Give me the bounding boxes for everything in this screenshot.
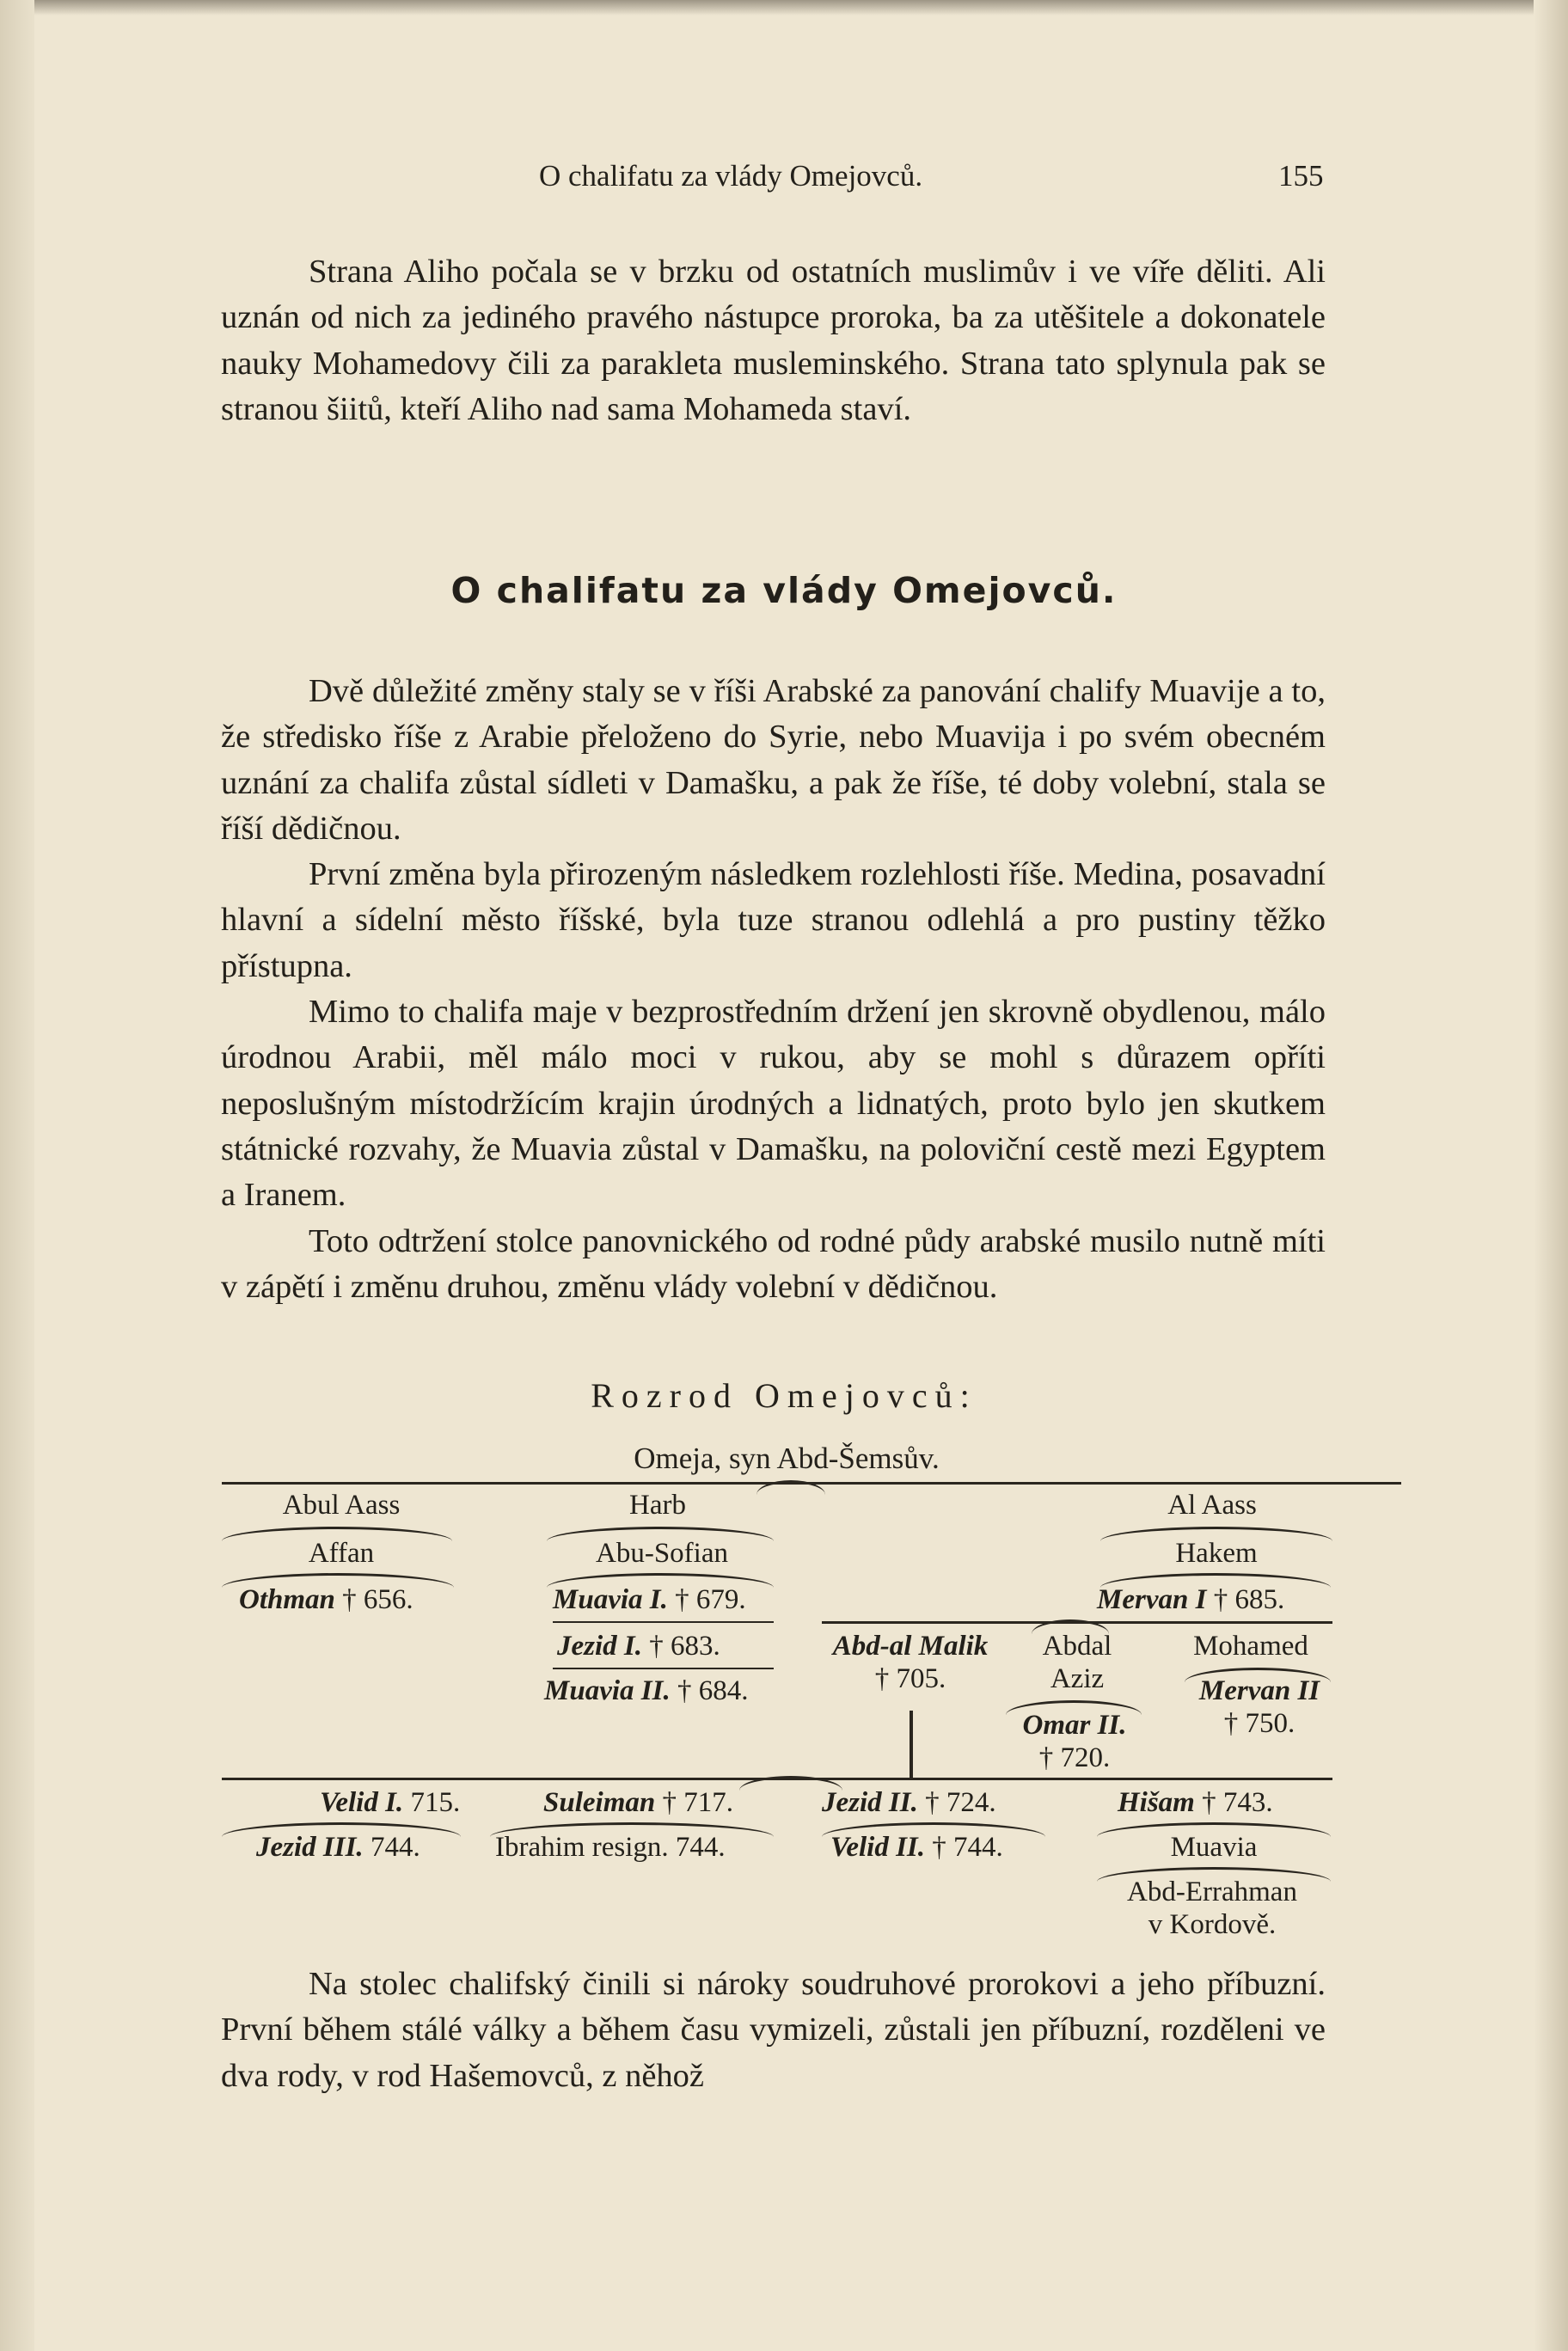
paragraph: Dvě důležité změny staly se v říši Arabské za panování chalify Muavije a to, že středisko říše z Arabie přeloženo do Syrie, nebo Muavija i po svém obecném uznání za chalifa zůstal sídleti v Damašku, a pak že říše, té doby volební, stala se říší dědičnou.	[221, 673, 1326, 847]
tree-node-velid2: Velid II. † 744.	[830, 1832, 1003, 1863]
tree-node-ibrahim: Ibrahim resign. 744.	[495, 1832, 726, 1863]
running-title: O chalifatu za vlády Omejovců.	[539, 159, 923, 193]
brace-ibrahim	[490, 1822, 774, 1837]
tree-node-mohamed: Mohamed	[1193, 1631, 1308, 1662]
rule-muavia2	[553, 1668, 774, 1669]
paragraph: Toto odtržení stolce panovnického od rodné půdy arabské musilo nutně míti v zápětí i změnu druhou, změnu vlády volební v dědičnou.	[221, 1222, 1326, 1305]
tree-node-abdal-aziz: Abdal Aziz	[1042, 1631, 1112, 1694]
rule-jezid1	[553, 1621, 774, 1623]
intro-paragraph-block	[221, 249, 1326, 432]
brace-velid2	[822, 1822, 1045, 1837]
main-paragraph-block	[221, 669, 1326, 1310]
tree-node-velid1: Velid I. 715.	[320, 1787, 461, 1818]
paragraph: Mimo to chalifa maje v bezprostředním držení jen skrovně obydlenou, málo úrodnou Arabii, měl málo moci v rukou, aby se mohl s důrazem opříti neposlušným místodržícím krajin úrodných a lidnatých, proto bylo jen skutkem státnické rozvahy, že Muavia zůstal v Damašku, na poloviční cestě mezi Egyptem a Iranem.	[221, 994, 1326, 1214]
abd-al-malik-descent-line	[910, 1711, 913, 1778]
tree-node-abul-aass: Abul Aass	[282, 1490, 401, 1521]
tree-node-al-aass: Al Aass	[1167, 1490, 1257, 1521]
page-top-shadow	[0, 0, 1568, 15]
tree-node-muavia2: Muavia II. † 684.	[544, 1675, 749, 1706]
tree-node-jezid3: Jezid III. 744.	[256, 1832, 420, 1863]
paragraph: Strana Aliho počala se v brzku od ostatních muslimův i ve víře děliti. Ali uznán od nich za jediného pravého nástupce proroka, ba za utěšitele a dokonatele nauky Mohamedovy čili za parakleta musleminského. Strana tato splynula pak se stranou šiitů, kteří Aliho nad sama Mohameda staví.	[221, 254, 1326, 427]
closing-paragraph-block	[221, 1962, 1326, 2099]
brace-hakem	[1100, 1527, 1332, 1541]
tree-node-abd-al-malik: Abd-al Malik † 705.	[832, 1631, 989, 1694]
brace-abu-sofian	[547, 1527, 774, 1541]
brace-muavia1	[547, 1573, 774, 1588]
brace-abd-errahman	[1097, 1867, 1331, 1882]
family-tree-title: Rozrod Omejovců:	[591, 1376, 977, 1415]
brace-mervan1	[1100, 1573, 1331, 1588]
tree-node-muavia-son: Muavia	[1170, 1832, 1258, 1863]
tree-node-hisam: Hišam † 743.	[1118, 1787, 1273, 1818]
tree-node-jezid2: Jezid II. † 724.	[822, 1787, 996, 1818]
tree-node-mervan2: Mervan II † 750.	[1198, 1675, 1320, 1739]
tree-node-jezid1: Jezid I. † 683.	[557, 1631, 720, 1662]
page-right-edge	[1534, 0, 1568, 2351]
mervan-children-brace	[1032, 1619, 1109, 1634]
paragraph: První změna byla přirozeným následkem rozlehlosti říše. Medina, posavadní hlavní a sídelní město říšské, byla tuze stranou odlehlá a pro pustiny těžko přístupna.	[221, 856, 1326, 984]
running-head	[0, 159, 1568, 202]
root-line	[222, 1482, 1401, 1485]
brace-omar2	[1006, 1700, 1142, 1715]
abd-al-malik-children-line	[222, 1778, 1332, 1780]
tree-node-suleiman: Suleiman † 717.	[543, 1787, 733, 1818]
tree-node-abu-sofian: Abu-Sofian	[596, 1538, 728, 1569]
tree-node-abd-errahman: Abd-Errahman v Kordově.	[1127, 1877, 1297, 1940]
paragraph: Na stolec chalifský činili si nároky soudruhové prorokovi a jeho příbuzní. První během stálé války a během času vymizeli, zůstali jen příbuzní, rozděleni ve dva rody, v rod Hašemovců, z něhož	[221, 1966, 1326, 2094]
brace-othman	[222, 1573, 454, 1588]
tree-node-othman: Othman † 656.	[239, 1584, 413, 1615]
page-left-edge	[0, 0, 34, 2351]
abd-al-malik-children-brace	[739, 1776, 842, 1791]
section-heading: O chalifatu za vlády Omejovců.	[450, 570, 1118, 611]
page-number: 155	[1278, 159, 1324, 193]
tree-node-mervan1: Mervan I † 685.	[1097, 1584, 1285, 1615]
tree-node-omar2: Omar II. † 720.	[1022, 1710, 1127, 1773]
tree-node-affan: Affan	[308, 1538, 375, 1569]
brace-muavia-son	[1097, 1822, 1331, 1837]
brace-affan	[222, 1527, 452, 1541]
root-brace	[756, 1480, 825, 1495]
brace-mervan2	[1185, 1668, 1331, 1682]
mervan-children-line	[822, 1621, 1332, 1624]
tree-root: Omeja, syn Abd-Šemsův.	[634, 1442, 940, 1475]
brace-jezid3	[222, 1822, 461, 1837]
tree-node-hakem: Hakem	[1175, 1538, 1258, 1569]
tree-node-muavia1: Muavia I. † 679.	[553, 1584, 746, 1615]
tree-node-harb: Harb	[629, 1490, 686, 1521]
